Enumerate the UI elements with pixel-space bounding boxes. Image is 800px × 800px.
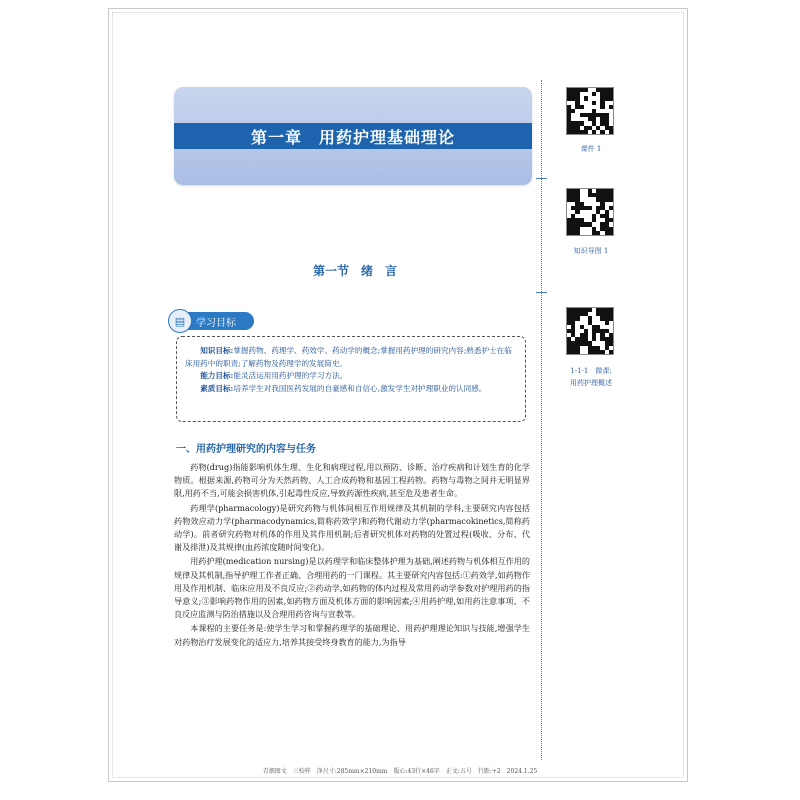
- print-footer: 青烟图文 三校样 净尺寸:285mm×210mm 版心:43行×46字 正文:五号 行距:+2 2024.1.25: [262, 768, 538, 775]
- paragraph-course-tasks: 本课程的主要任务是:使学生学习和掌握药理学的基础理论、用药护理理论知识与技能,增强学生对药物治疗发展变化的适应力,培养其接受终身教育的能力,为指导: [174, 623, 530, 647]
- qr-code-courseware[interactable]: [566, 87, 614, 135]
- quality-goal-label: 素质目标:: [200, 383, 234, 393]
- chapter-title: 第一章 用药护理基础理论: [250, 127, 455, 147]
- knowledge-goal-label: 知识目标:: [200, 346, 234, 355]
- margin-divider: [541, 80, 542, 760]
- ability-goal-label: 能力目标:: [200, 371, 234, 381]
- qr-code-microlecture[interactable]: [566, 307, 614, 355]
- ability-goal-text: 能灵活运用用药护理的学习方法。: [233, 371, 348, 381]
- learning-goals-box: [176, 336, 526, 422]
- qr-caption-microlecture-line2: 用药护理概述: [570, 379, 612, 387]
- qr-caption-mindmap: 知识导图 1: [573, 247, 609, 255]
- quality-goal-text: 培养学生对我国医药发展的自豪感和自信心,激发学生对护理职业的认同感。: [233, 383, 487, 393]
- chapter-banner: [174, 87, 532, 185]
- paragraph-drug: 药物(drug)指能影响机体生理、生化和病理过程,用以预防、诊断、治疗疾病和计划生育的化学物质。根据来源,药物可分为天然药物、人工合成药物和基因工程药物。药物与毒物之间并无明显界限,用药不当,可能会损害机体,引起毒性反应,导致药源性疾病,甚至危及患者生命。: [174, 462, 530, 499]
- body-text: [174, 461, 530, 650]
- section-title: 第一节 绪 言: [312, 264, 397, 278]
- learning-goals-label: 学习目标: [196, 317, 236, 329]
- learning-goals-badge: [172, 312, 254, 330]
- qr-code-mindmap[interactable]: [566, 188, 614, 236]
- divider-tick: [536, 292, 547, 293]
- paragraph-medication-nursing: 用药护理(medication nursing)是以药理学和临床整体护理为基础,阐述药物与机体相互作用的规律及其机制,指导护理工作者正确、合理用药的一门课程。其主要研究内容包括:①药效学,如药物作用及作用机制、临床应用及不良反应;②药动学,如药物的体内过程及常用药动学参数对护理用药的指导意义;③影响药物作用的因素,如药物方面及机体方面的影响因素;④用药护理,如用药注意事项、不良反应监测与防治措施以及合理用药咨询与宣教等。: [174, 556, 530, 620]
- knowledge-goal-text: 掌握药物、药理学、药效学、药动学的概念;掌握用药护理的研究内容;熟悉护士在临床用药中的职责;了解药物及药理学的发展简史。: [185, 346, 512, 368]
- heading-content-and-tasks: 一、用药护理研究的内容与任务: [176, 444, 316, 455]
- divider-tick: [536, 178, 547, 179]
- book-icon: ▤: [168, 309, 192, 333]
- paragraph-pharmacology: 药理学(pharmacology)是研究药物与机体间相互作用规律及其机制的学科,主要研究内容包括药物效应动力学(pharmacodynamics,简称药效学)和药物代谢动力学(pharmacokinetics,简称药动学)。前者研究药物对机体的作用及其作用机制;后者研究机体对药物的处置过程(吸收、分布、代谢及排泄)及其规律(血药浓度随时间变化)。: [174, 502, 530, 553]
- qr-caption-microlecture-line1: 1-1-1 微课:: [570, 367, 612, 375]
- qr-caption-courseware: 课件 1: [580, 145, 602, 153]
